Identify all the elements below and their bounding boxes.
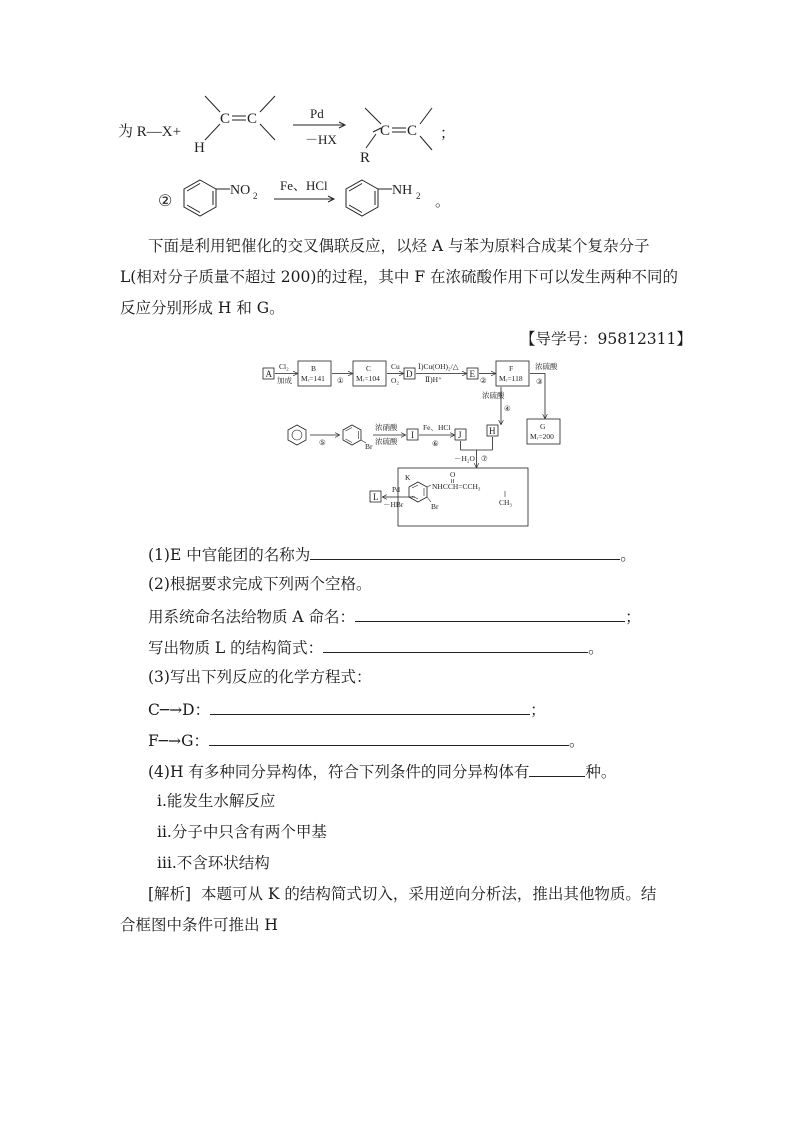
no2-label: NO <box>230 183 251 198</box>
node-h: H <box>489 426 496 436</box>
analysis-line-2: 合框图中条件可推出 H <box>120 916 278 934</box>
nh2-label: NH <box>392 183 413 198</box>
benzene-ring-icon <box>288 425 306 445</box>
intro-line-1: 下面是利用钯催化的交叉偶联反应，以烃 A 与苯为原料合成某个复杂分子 <box>148 237 650 255</box>
hno3-reagent: 浓硝酸 <box>375 423 398 432</box>
step-6: ⑥ <box>432 439 439 448</box>
f-to-h-reagent: 浓硫酸 <box>482 391 505 400</box>
node-g: G <box>540 422 546 431</box>
step-4: ④ <box>504 404 511 413</box>
hbr-label: －HBr <box>383 500 404 509</box>
rule2-number: ② <box>158 193 173 210</box>
node-k: K <box>405 473 411 482</box>
question-2: (2)根据要求完成下列两个空格。 <box>148 575 372 593</box>
question-3a: C─→D： ； <box>148 698 546 720</box>
k-bromine: Br <box>431 502 439 511</box>
step-7: ⑦ <box>481 454 488 463</box>
no2-subscript: 2 <box>253 191 258 201</box>
condition-2: ⅱ.分子中只含有两个甲基 <box>157 823 327 841</box>
heck-r-label: R <box>360 150 371 166</box>
analysis-label: [解析] <box>148 885 192 903</box>
o2-reagent: O₂ <box>391 376 400 385</box>
node-j: J <box>458 430 462 440</box>
question-4: (4)H 有多种同分异构体，符合下列条件的同分异构体有 种。 <box>148 760 616 782</box>
node-f-mr: Mᵣ=118 <box>499 374 523 383</box>
intro-line-3: 反应分别形成 H 和 G。 <box>120 299 285 317</box>
analysis-line-1: [解析] 本题可从 K 的结构简式切入，采用逆向分析法，推出其他物质。结 <box>148 885 657 903</box>
heck-h-label: H <box>194 140 205 156</box>
node-i: I <box>411 430 414 440</box>
k-oxygen: O <box>450 470 456 479</box>
step-2: ② <box>480 376 487 385</box>
question-2a: 用系统命名法给物质 A 命名： ； <box>148 605 641 627</box>
node-b: B <box>311 364 317 373</box>
answer-blank-q2b[interactable] <box>323 636 588 653</box>
node-e: E <box>469 369 475 379</box>
nh2-subscript: 2 <box>416 191 421 201</box>
pd-catalyst: Pd <box>392 485 400 494</box>
node-a: A <box>265 369 272 379</box>
node-d: D <box>406 369 413 379</box>
nitro-reduction-scheme <box>150 172 460 222</box>
heck-catalyst: Pd <box>310 106 324 121</box>
heck-c1: C <box>220 111 231 127</box>
node-c-mr: Mᵣ=104 <box>356 374 380 383</box>
heck-end: ； <box>440 126 456 142</box>
cl2-reagent: Cl₂ <box>279 362 289 371</box>
rule2-reagent: Fe、HCl <box>280 178 328 193</box>
bromo-label: Br <box>365 442 373 451</box>
synthesis-route-diagram <box>255 356 575 534</box>
dehydration-label: －H₂O <box>454 454 475 463</box>
nitration-h2so4: 浓硫酸 <box>375 437 398 446</box>
answer-blank-q3a[interactable] <box>210 698 530 715</box>
question-1: (1)E 中官能团的名称为 。 <box>148 543 636 565</box>
benzene-ring-icon <box>184 180 216 216</box>
jiacheng-label: 加成 <box>277 376 292 385</box>
question-3: (3)写出下列反应的化学方程式： <box>148 668 372 686</box>
heck-reaction-scheme <box>110 88 470 168</box>
heck-condition: －HX <box>305 132 337 147</box>
node-g-mr: Mᵣ=200 <box>530 432 554 441</box>
intro-line-2: L(相对分子质量不超过 200)的过程，其中 F 在浓硫酸作用下可以发生两种不同的 <box>120 268 679 286</box>
question-3b: F─→G： 。 <box>148 729 584 751</box>
benzene-ring-icon <box>346 180 378 216</box>
k-benzene-icon <box>409 482 431 502</box>
rule2-end: 。 <box>435 194 451 210</box>
node-c: C <box>366 364 372 373</box>
answer-blank-q2a[interactable] <box>355 605 625 622</box>
d-condition-1: Ⅰ)Cu(OH)₂/△ <box>418 362 459 371</box>
fehcl-reagent: Fe、HCl <box>423 423 451 432</box>
answer-blank-q4[interactable] <box>529 760 585 777</box>
d-condition-2: Ⅱ)H⁺ <box>425 375 442 384</box>
question-2b: 写出物质 L 的结构简式： 。 <box>148 636 604 658</box>
step-3: ③ <box>536 377 543 386</box>
k-side-chain: NHCCH=CCH₃ <box>432 482 481 491</box>
step-1: ① <box>337 376 344 385</box>
f-to-g-reagent: 浓硫酸 <box>535 362 558 371</box>
bromobenzene-icon <box>343 425 366 445</box>
condition-3: ⅲ.不含环状结构 <box>157 854 270 872</box>
heck-product-c1: C <box>380 123 391 139</box>
node-l: L <box>373 492 379 502</box>
node-f: F <box>509 364 514 373</box>
answer-blank-q1[interactable] <box>310 543 620 560</box>
node-b-mr: Mᵣ=141 <box>301 374 325 383</box>
answer-blank-q3b[interactable] <box>209 729 569 746</box>
cu-reagent: Cu <box>391 362 400 371</box>
heck-product-c2: C <box>407 123 418 139</box>
heck-prefix: 为 R—X+ <box>118 124 182 140</box>
heck-c2: C <box>247 111 258 127</box>
guide-number: 【导学号：95812311】 <box>520 330 692 348</box>
step-5: ⑤ <box>319 438 326 447</box>
condition-1: ⅰ.能发生水解反应 <box>157 792 276 810</box>
k-methyl: CH₃ <box>499 498 513 507</box>
